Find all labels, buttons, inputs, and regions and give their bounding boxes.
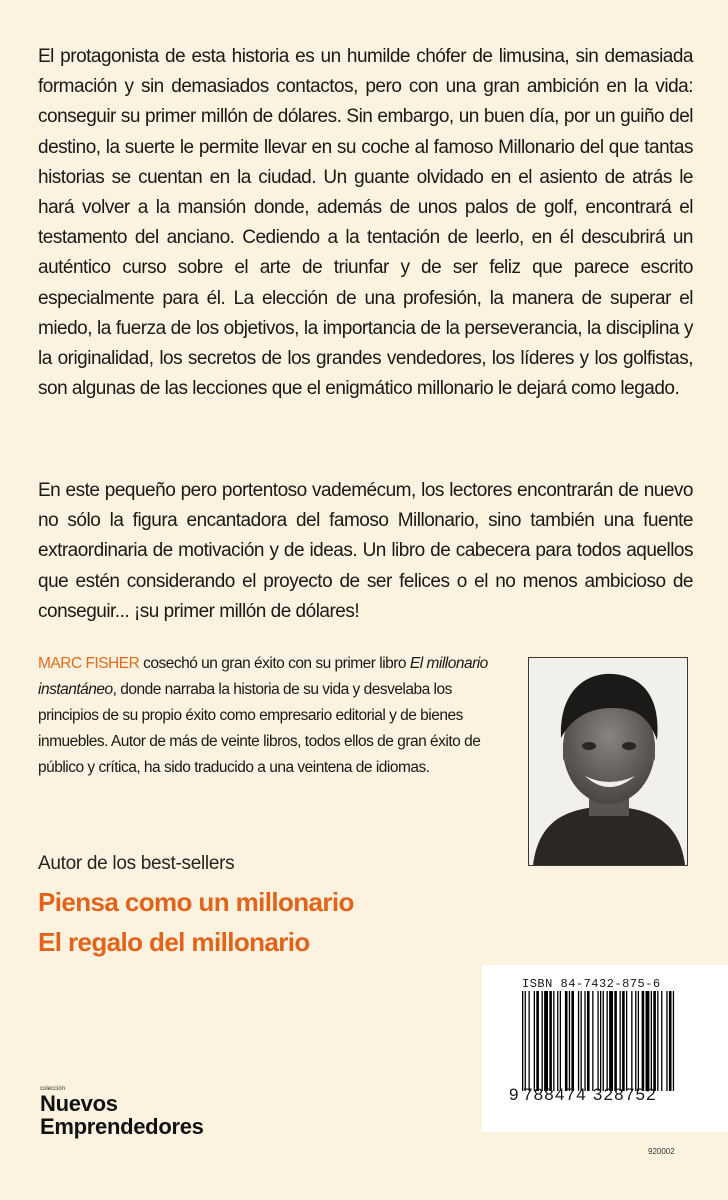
ean-lead-digit: 9: [509, 1085, 519, 1104]
barcode-bar: [635, 991, 636, 1091]
barcode-bar: [578, 991, 579, 1091]
isbn-barcode: [482, 965, 728, 1132]
barcode-bar: [666, 991, 667, 1091]
barcode-bar: [646, 991, 650, 1091]
barcode-bar: [529, 991, 530, 1091]
barcode-bar: [657, 991, 658, 1091]
barcode-bar: [553, 991, 554, 1091]
barcode-bar: [522, 991, 523, 1091]
product-code: 920002: [648, 1147, 675, 1156]
bestseller-title-2: El regalo del millonario: [38, 927, 310, 957]
author-bio-text-end: , donde narraba la historia de su vida y desvelaba los principios de su propio éxito como empresario editorial y de bienes inmuebles. Autor de más de veinte libros, todos ellos de gran éxito de público y crítica, ha sido traducido a una veintena de idiomas.: [38, 681, 481, 776]
barcode-bar: [653, 991, 656, 1091]
barcode-bar: [609, 991, 613, 1091]
series-logo: [40, 1092, 204, 1138]
barcode-bar: [560, 991, 561, 1091]
barcode-bar: [607, 991, 608, 1091]
barcode-bar: [626, 991, 627, 1091]
barcode-bar: [638, 991, 639, 1091]
series-name-line-1: Nuevos: [40, 1091, 118, 1116]
barcode-bar: [651, 991, 652, 1091]
bestsellers-intro: Autor de los best-sellers: [38, 853, 235, 874]
barcode-bar: [565, 991, 568, 1091]
author-bio-text-start: cosechó un gran éxito con su primer libro: [139, 655, 410, 672]
barcode-bar: [525, 991, 526, 1091]
barcode-bar: [549, 991, 552, 1091]
barcode-bar: [622, 991, 625, 1091]
author-name: MARC FISHER: [38, 655, 140, 672]
barcode-bar: [661, 991, 662, 1091]
barcode-bar: [669, 991, 672, 1091]
ean-digits: 788474 328752: [523, 1085, 657, 1104]
barcode-bar: [603, 991, 604, 1091]
barcode-bar: [569, 991, 570, 1091]
barcode-bar: [581, 991, 582, 1091]
barcode-bar: [614, 991, 617, 1091]
synopsis-paragraph-1: El protagonista de esta historia es un humilde chófer de limusina, sin demasiada formación y sin demasiados contactos, pero con una gran ambición en la vida: conseguir su primer millón de dólares. Sin embargo, un buen día, por un guiño del destino, la suerte le permite llevar en su coche al famoso Millonario del que tantas historias se cuentan en la ciudad. Un guante olvidado en el asiento de atrás le hará volver a la mansión donde, además de unos palos de golf, encontrará el testamento del anciano. Cediendo a la tentación de leerlo, en él descubrirá un auténtico curso sobre el arte de triunfar y de ser feliz que parece escrito especialmente para él. La elección de una profesión, la manera de superar el miedo, la fuerza de los objetivos, la importancia de la perseverancia, la disciplina y la originalidad, los secretos de los grandes vendedores, los líderes y los golfistas, son algunas de las lecciones que el enigmático millonario le dejará como legado.: [38, 46, 693, 400]
series-name-line-2: Emprendedores: [40, 1114, 204, 1139]
barcode-bar: [673, 991, 674, 1091]
barcode-bar: [597, 991, 598, 1091]
barcode-bar: [587, 991, 590, 1091]
barcode-bars: [522, 991, 712, 1091]
barcode-bar: [600, 991, 601, 1091]
author-first-book-title: El millonario instantáneo: [38, 655, 488, 698]
barcode-bar: [592, 991, 593, 1091]
barcode-bar: [557, 991, 558, 1091]
series-label: colección: [40, 1086, 66, 1092]
author-photo: [528, 657, 688, 866]
bestseller-title-1: Piensa como un millonario: [38, 887, 354, 917]
isbn-text: ISBN 84-7432-875-6: [522, 977, 661, 991]
barcode-bar: [631, 991, 632, 1091]
barcode-bar: [571, 991, 574, 1091]
barcode-bar: [536, 991, 539, 1091]
synopsis-paragraph-2: En este pequeño pero portentoso vademécum, los lectores encontrarán de nuevo no sólo la figura encantadora del famoso Millonario, sino también una fuente extraordinaria de motivación y de ideas. Un libro de cabecera para todos aquellos que estén considerando el proyecto de ser felices o el no menos ambicioso de conseguir... ¡su primer millón de dólares!: [38, 480, 693, 622]
barcode-bar: [534, 991, 535, 1091]
barcode-bar: [542, 991, 543, 1091]
author-bio: [38, 651, 503, 781]
barcode-bar: [584, 991, 585, 1091]
barcode-bar: [642, 991, 645, 1091]
barcode-bar: [620, 991, 621, 1091]
author-portrait-image: [529, 658, 687, 865]
barcode-bar: [544, 991, 548, 1091]
